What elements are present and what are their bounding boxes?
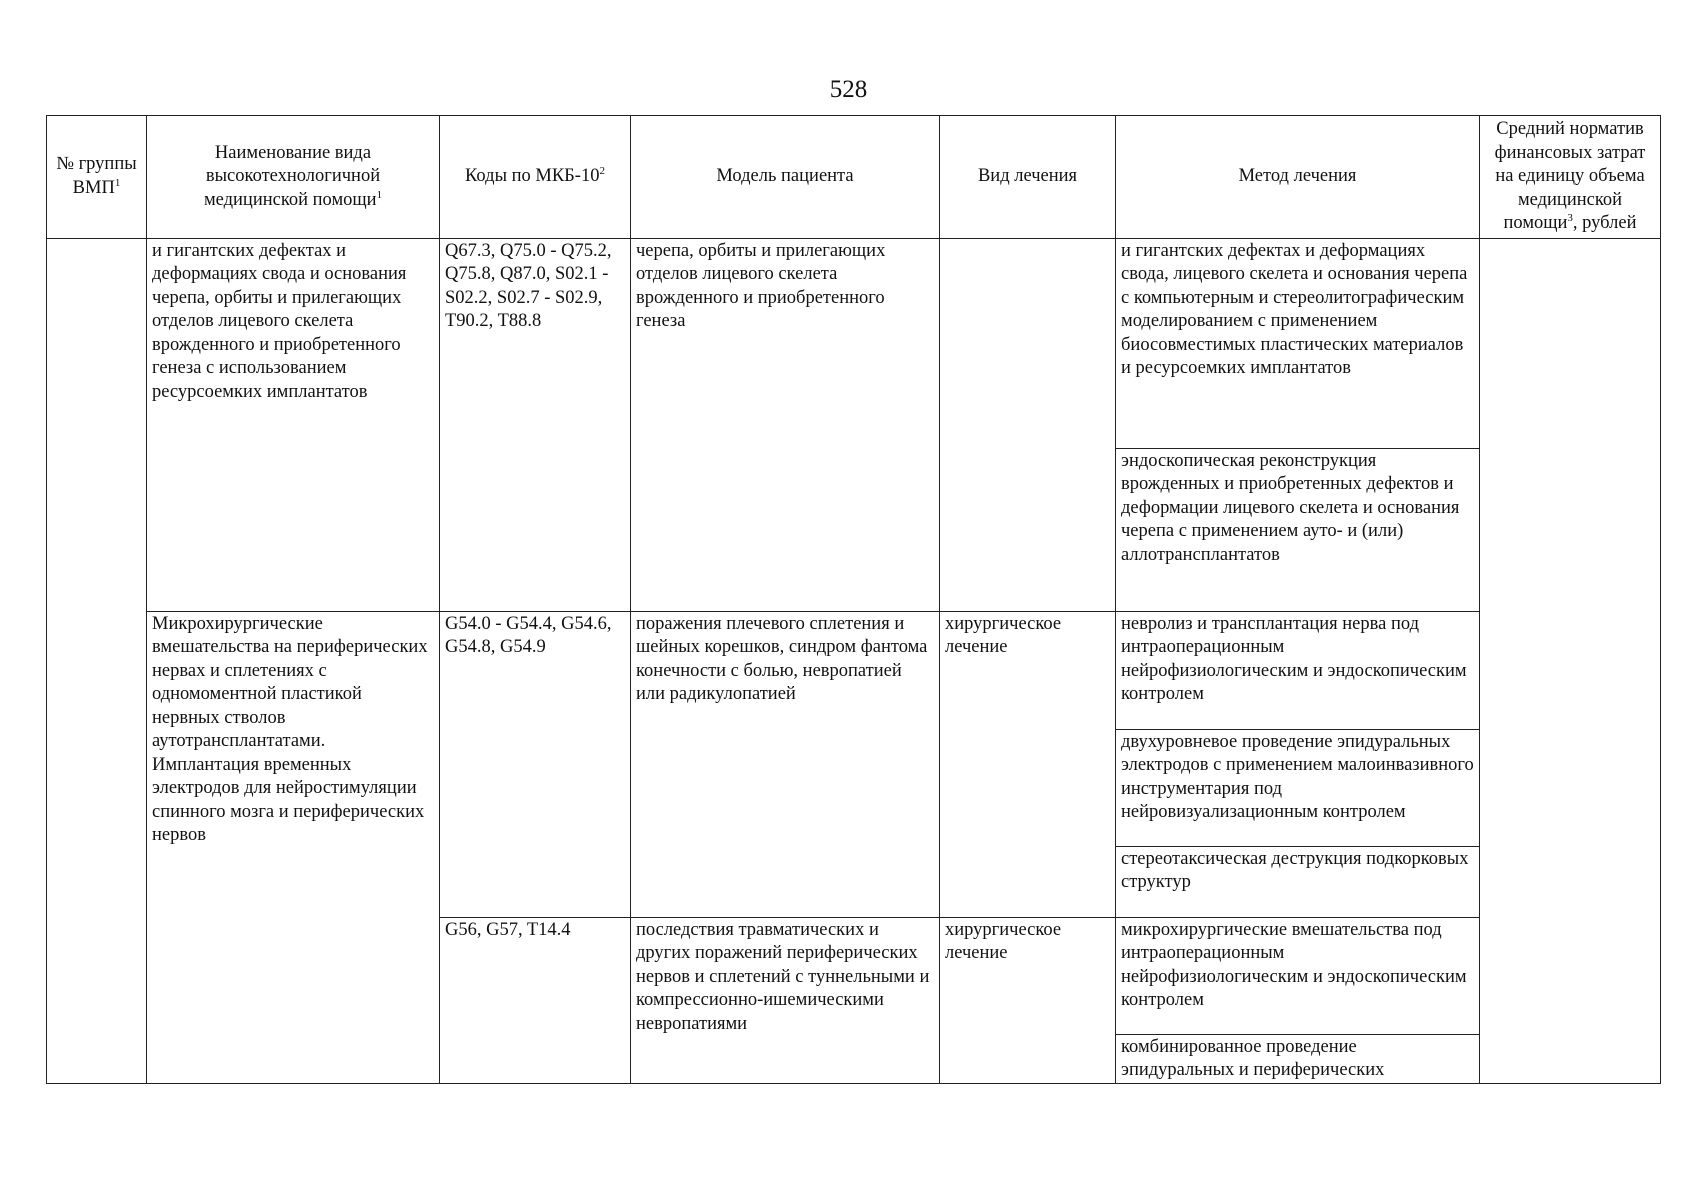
method-cell: и гигантских дефектах и деформациях свода, лицевого скелета и основания черепа с компьютерным и стереолитографическим моделированием с применением биосовместимых пластических материалов и ресурсоемких имплантатов bbox=[1116, 238, 1480, 448]
group-cell bbox=[47, 238, 147, 1083]
method-cell: стереотаксическая деструкция подкорковых структур bbox=[1116, 846, 1480, 917]
table-row bbox=[47, 611, 1661, 729]
page-number: 528 bbox=[829, 76, 868, 103]
header-model: Модель пациента bbox=[631, 116, 940, 239]
header-row bbox=[47, 116, 1661, 239]
codes-cell: G54.0 - G54.4, G54.6, G54.8, G54.9 bbox=[440, 611, 631, 917]
kind-cell: хирургическое лечение bbox=[940, 611, 1116, 917]
kind-cell bbox=[940, 238, 1116, 611]
name-cell: Микрохирургические вмешательства на периферических нервах и сплетениях с одномоментной пластикой нервных стволов аутотрансплантатами. Имплантация временных электродов для нейростимуляции спинного мозга и периферических нервов bbox=[147, 611, 440, 1083]
header-method: Метод лечения bbox=[1116, 116, 1480, 239]
model-cell: последствия травматических и других поражений периферических нервов и сплетений с туннельными и компрессионно-ишемическими невропатиями bbox=[631, 917, 940, 1083]
name-cell: и гигантских дефектах и деформациях свода и основания черепа, орбиты и прилегающих отделов лицевого скелета врожденного и приобретенного генеза с использованием ресурсоемких имплантатов bbox=[147, 238, 440, 611]
header-kind: Вид лечения bbox=[940, 116, 1116, 239]
header-name: Наименование вида высокотехнологичной медицинской помощи$^1$ bbox=[147, 116, 440, 239]
codes-cell: G56, G57, T14.4 bbox=[440, 917, 631, 1083]
kind-cell: хирургическое лечение bbox=[940, 917, 1116, 1083]
table-row bbox=[47, 238, 1661, 448]
codes-cell: Q67.3, Q75.0 - Q75.2, Q75.8, Q87.0, S02.1 - S02.2, S02.7 - S02.9, T90.2, T88.8 bbox=[440, 238, 631, 611]
cost-cell bbox=[1480, 238, 1661, 1083]
method-cell: комбинированное проведение эпидуральных и периферических bbox=[1116, 1034, 1480, 1083]
method-cell: двухуровневое проведение эпидуральных электродов с применением малоинвазивного инструментария под нейровизуализационным контролем bbox=[1116, 729, 1480, 846]
header-group: № группы ВМП$^1$ bbox=[47, 116, 147, 239]
method-cell: невролиз и трансплантация нерва под интраоперационным нейрофизиологическим и эндоскопическим контролем bbox=[1116, 611, 1480, 729]
header-codes: Коды по МКБ-$10^2$ bbox=[440, 116, 631, 239]
method-cell: микрохирургические вмешательства под интраоперационным нейрофизиологическим и эндоскопическим контролем bbox=[1116, 917, 1480, 1034]
model-cell: поражения плечевого сплетения и шейных корешков, синдром фантома конечности с болью, невропатией или радикулопатией bbox=[631, 611, 940, 917]
model-cell: черепа, орбиты и прилегающих отделов лицевого скелета врожденного и приобретенного генеза bbox=[631, 238, 940, 611]
method-cell: эндоскопическая реконструкция врожденных и приобретенных дефектов и деформации лицевого скелета и основания черепа с применением ауто- и (или) аллотрансплантатов bbox=[1116, 448, 1480, 611]
header-cost: Средний норматив финансовых затрат на единицу объема медицинской помощи$^3$, рублей bbox=[1480, 116, 1661, 239]
vmp-table bbox=[46, 115, 1661, 1084]
